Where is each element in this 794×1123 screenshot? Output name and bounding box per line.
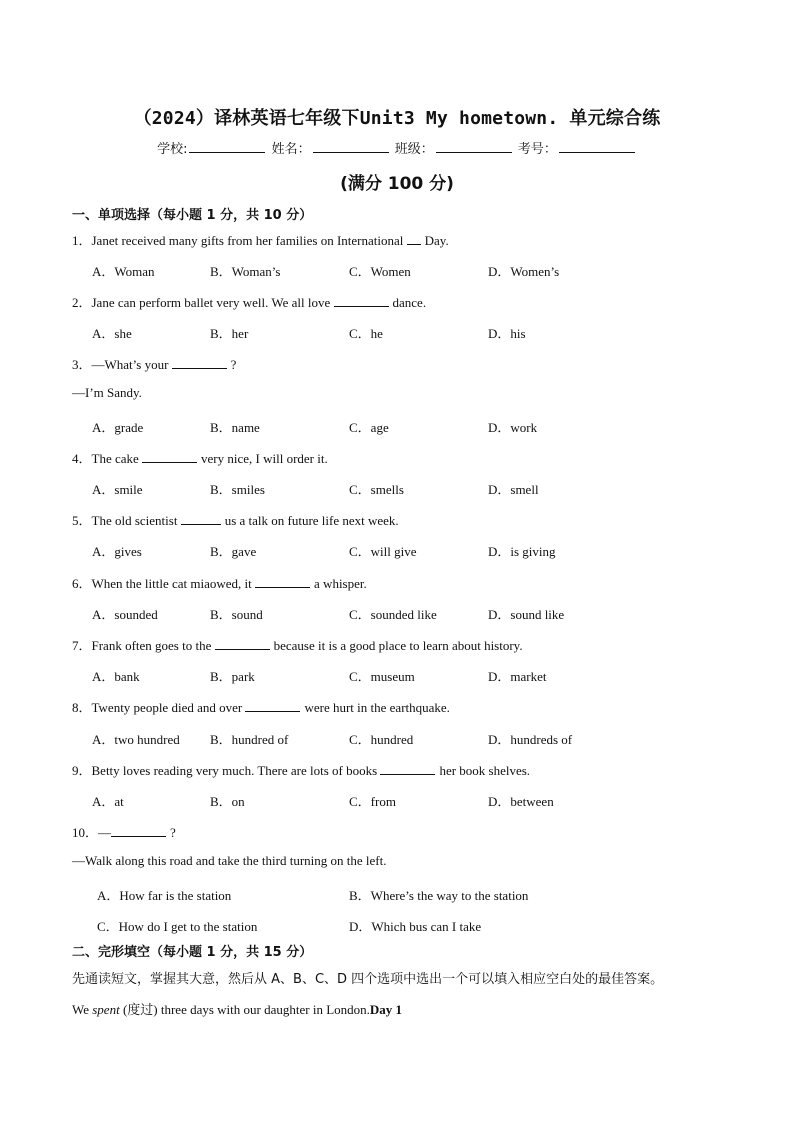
exam-number-blank[interactable] [559,140,635,153]
page-title: （2024）译林英语七年级下Unit3 My hometown. 单元综合练 [133,108,661,129]
answer-option[interactable]: B．Woman’s [210,264,281,279]
class-label: 班级： [394,142,434,157]
question-stem [72,822,176,841]
question-text: 10．— [72,825,112,840]
question-stem [72,230,449,249]
answer-option[interactable]: A．How far is the station [97,888,232,903]
answer-option[interactable]: D．work [488,420,538,435]
section2-instruction: 先通读短文，掌握其大意，然后从 A、B、C、D 四个选项中选出一个可以填入相应空白处的最佳答案。 [72,972,664,987]
answer-option[interactable]: A．grade [92,420,144,435]
answer-blank[interactable] [215,638,270,650]
full-score: (满分 100 分) [340,174,454,194]
question-text: 5．The old scientist [72,513,181,528]
question-text-after: ? [170,825,176,840]
question-stem [72,354,236,373]
question-text: 3．—What’s your [72,357,172,372]
answer-option[interactable]: D．sound like [488,607,565,622]
question-stem [72,573,367,592]
answer-option[interactable]: B．Where’s the way to the station [349,888,529,903]
answer-blank[interactable] [172,357,227,369]
question-stem [72,635,523,654]
question-text-after: very nice, I will order it. [201,451,328,466]
question-stem [72,448,328,467]
name-blank[interactable] [313,140,389,153]
question-text-after: ? [230,357,237,372]
passage-spent: spent [92,1002,120,1017]
answer-option[interactable]: C．from [349,794,396,809]
answer-option[interactable]: C．age [349,420,389,435]
answer-option[interactable]: C．smells [349,482,404,497]
answer-option[interactable]: A．smile [92,482,143,497]
answer-option[interactable]: A．Woman [92,264,155,279]
question-stem [72,697,450,716]
answer-option[interactable]: C．How do I get to the station [97,919,258,934]
answer-option[interactable]: D．between [488,794,554,809]
answer-option[interactable]: C．he [349,326,383,341]
answer-blank[interactable] [255,576,310,588]
answer-blank[interactable] [334,295,389,307]
answer-blank[interactable] [111,825,166,837]
passage-text-2: (度过) three days with our daughter in London. [119,1002,370,1017]
question-text-after: a whisper. [314,576,367,591]
answer-option[interactable]: D．his [488,326,526,341]
answer-option[interactable]: D．smell [488,482,539,497]
question-text: 2．Jane can perform ballet very well. We all love [72,295,334,310]
passage-first-line [72,999,402,1018]
answer-option[interactable]: A．sounded [92,607,158,622]
question-text: 7．Frank often goes to the [72,638,215,653]
answer-blank[interactable] [142,451,197,463]
answer-option[interactable]: B．sound [210,607,263,622]
question-text-after: her book shelves. [439,763,531,778]
question-text-after: Day. [424,233,449,248]
answer-option[interactable]: D．hundreds of [488,732,573,747]
question-text: 9．Betty loves reading very much. There are lots of books [72,763,381,778]
question-text: 8．Twenty people died and over [72,700,246,715]
question-text: 6．When the little cat miaowed, it [72,576,256,591]
section1-heading: 一、单项选择（每小题 1 分，共 10 分） [72,208,313,223]
answer-option[interactable]: A．two hundred [92,732,180,747]
question-text: 4．The cake [72,451,143,466]
answer-blank[interactable] [245,700,300,712]
answer-option[interactable]: D．market [488,669,547,684]
question-text: 1．Janet received many gifts from her families on International [72,233,407,248]
answer-option[interactable]: C．museum [349,669,415,684]
answer-option[interactable]: D．is giving [488,544,556,559]
answer-option[interactable]: B．her [210,326,249,341]
answer-option[interactable]: B．hundred of [210,732,289,747]
name-label: 姓名： [271,142,311,157]
answer-blank[interactable] [380,763,435,775]
school-blank[interactable] [189,140,265,153]
school-label: 学校: [157,142,188,157]
answer-blank[interactable] [407,233,421,245]
student-info-line [0,138,794,157]
answer-option[interactable]: B．on [210,794,245,809]
answer-blank[interactable] [181,513,221,525]
question-text-after: dance. [392,295,427,310]
answer-option[interactable]: C．hundred [349,732,414,747]
passage-day1: Day 1 [369,1002,403,1017]
answer-option[interactable]: D．Women’s [488,264,560,279]
answer-option[interactable]: A．at [92,794,124,809]
answer-option[interactable]: A．bank [92,669,140,684]
answer-option[interactable]: C．sounded like [349,607,437,622]
answer-option[interactable]: A．she [92,326,132,341]
question-stem [72,760,530,779]
dialogue-reply: —I’m Sandy. [72,385,142,400]
answer-option[interactable]: D．Which bus can I take [349,919,482,934]
class-blank[interactable] [436,140,512,153]
answer-option[interactable]: A．gives [92,544,142,559]
dialogue-reply: —Walk along this road and take the third turning on the left. [72,853,387,868]
answer-option[interactable]: B．gave [210,544,257,559]
answer-option[interactable]: B．name [210,420,260,435]
exam-number-label: 考号： [517,142,557,157]
answer-option[interactable]: B．park [210,669,255,684]
passage-text-1: We [72,1002,93,1017]
question-stem [72,510,399,529]
question-text-after: were hurt in the earthquake. [304,700,450,715]
question-text-after: us a talk on future life next week. [224,513,399,528]
answer-option[interactable]: C．Women [349,264,411,279]
question-text-after: because it is a good place to learn about history. [273,638,523,653]
answer-option[interactable]: B．smiles [210,482,265,497]
answer-option[interactable]: C．will give [349,544,417,559]
question-stem [72,292,426,311]
section2-heading: 二、完形填空（每小题 1 分，共 15 分） [72,945,313,960]
